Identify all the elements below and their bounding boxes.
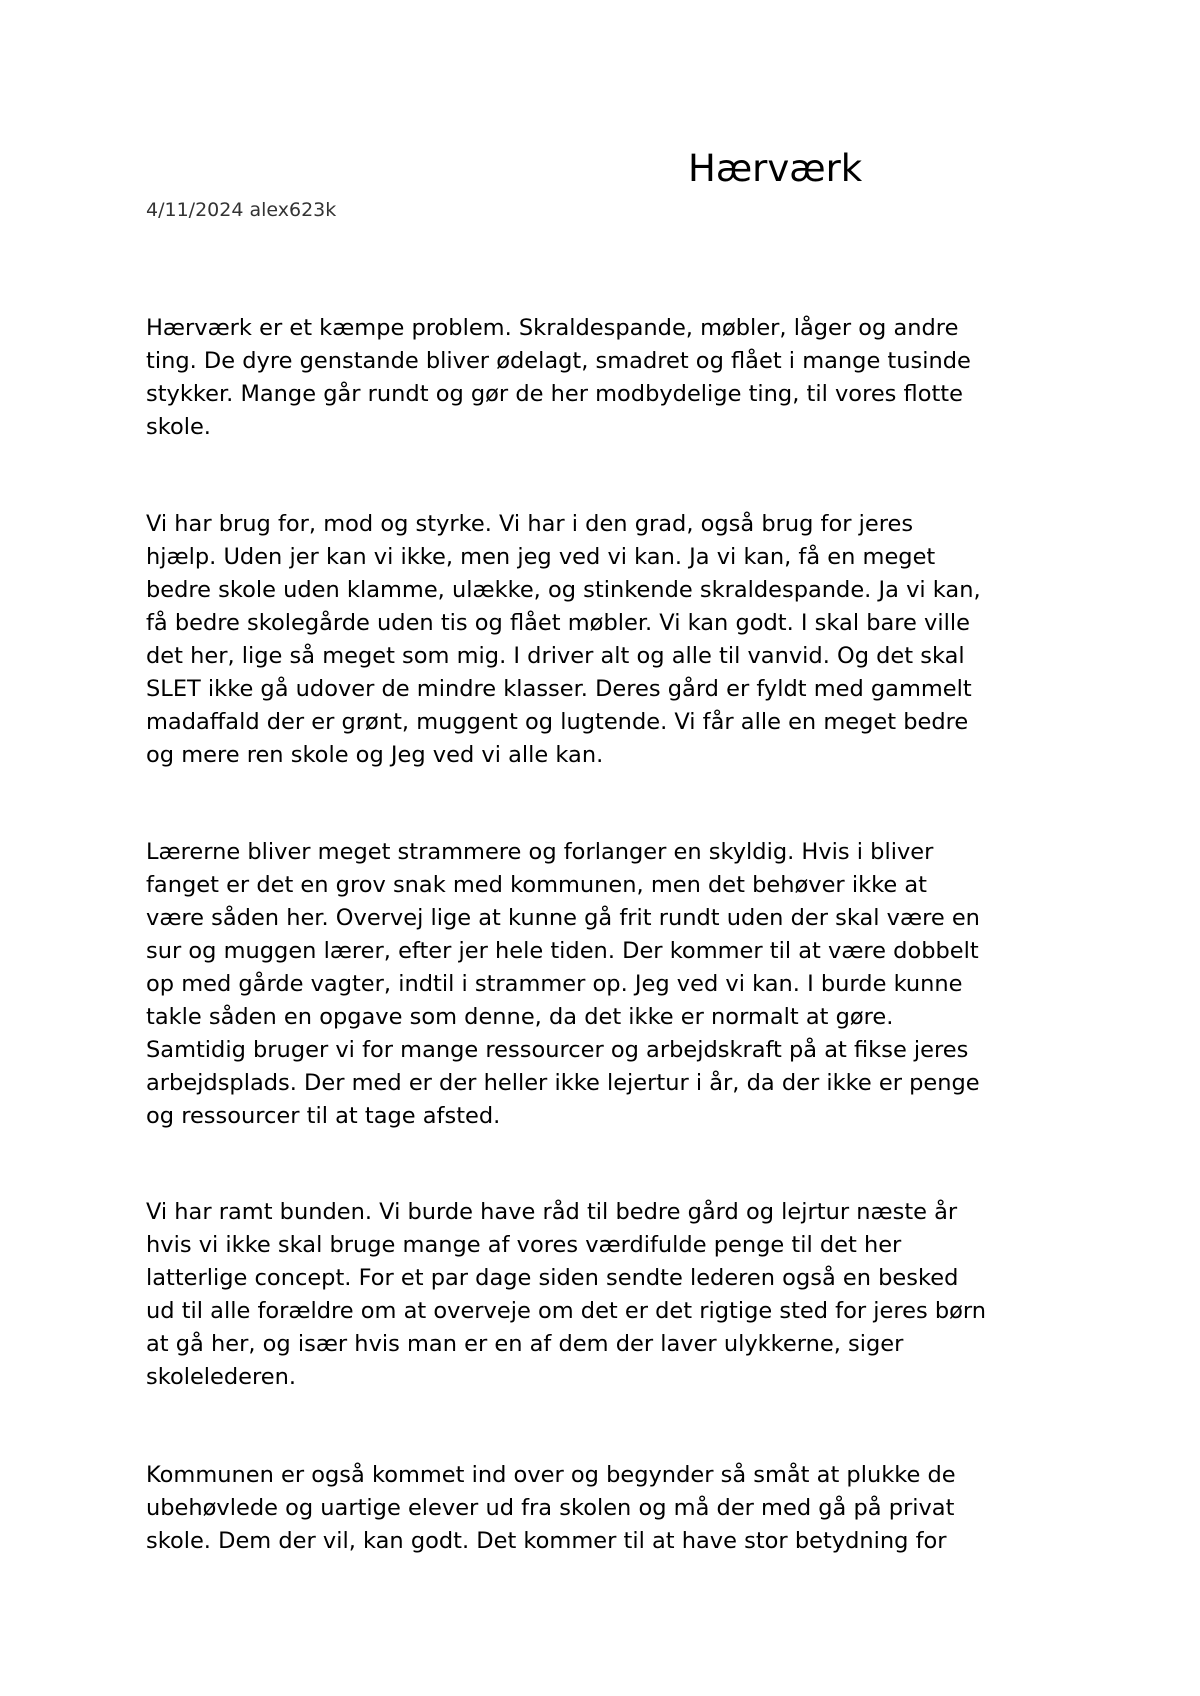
paragraph-5: Kommunen er også kommet ind over og begynder så småt at plukke de ubehøvlede og uartige elever ud fra skolen og må der med gå på privat skole. Dem der vil, kan godt. Det kommer til at have stor betydning for (146, 1462, 956, 1554)
paragraph-3: Lærerne bliver meget strammere og forlanger en skyldig. Hvis i bliver fanget er det en grov snak med kommunen, men det behøver ikke at være såden her. Overvej lige at kunne gå frit rundt uden der skal være en sur og muggen lærer, efter jer hele tiden. Der kommer til at være dobbelt op med gårde vagter, indtil i strammer op. Jeg ved vi kan. I burde kunne takle såden en opgave som denne, da det ikke er normalt at gøre. Samtidig bruger vi for mange ressourcer og arbejdskraft på at fikse jeres arbejdsplads. Der med er der heller ikke lejertur i år, da der ikke er penge og ressourcer til at tage afsted. (146, 839, 980, 1129)
paragraph-1: Hærværk er et kæmpe problem. Skraldespande, møbler, låger og andre ting. De dyre genstande bliver ødelagt, smadret og flået i mange tusinde stykker. Mange går rundt og gør de her modbydelige ting, til vores flotte skole. (146, 315, 971, 440)
paragraph-4: Vi har ramt bunden. Vi burde have råd til bedre gård og lejrtur næste år hvis vi ikke skal bruge mange af vores værdifulde penge til det her latterlige concept. For et par dage siden sendte lederen også en besked ud til alle forældre om at overveje om det er det rigtige sted for jeres børn at gå her, og især hvis man er en af dem der laver ulykkerne, siger skolelederen. (146, 1199, 987, 1390)
paragraph-2: Vi har brug for, mod og styrke. Vi har i den grad, også brug for jeres hjælp. Uden jer kan vi ikke, men jeg ved vi kan. Ja vi kan, få en meget bedre skole uden klamme, ulække, og stinkende skraldespande. Ja vi kan, få bedre skolegårde uden tis og flået møbler. Vi kan godt. I skal bare ville det her, lige så meget som mig. I driver alt og alle til vanvid. Og det skal SLET ikke gå udover de mindre klasser. Deres gård er fyldt med gammelt madaffald der er grønt, muggent og lugtende. Vi får alle en meget bedre og mere ren skole og Jeg ved vi alle kan. (146, 511, 981, 768)
document-date-author: 4/11/2024 alex623k (146, 199, 337, 221)
document-title: Hærværk (688, 147, 863, 190)
